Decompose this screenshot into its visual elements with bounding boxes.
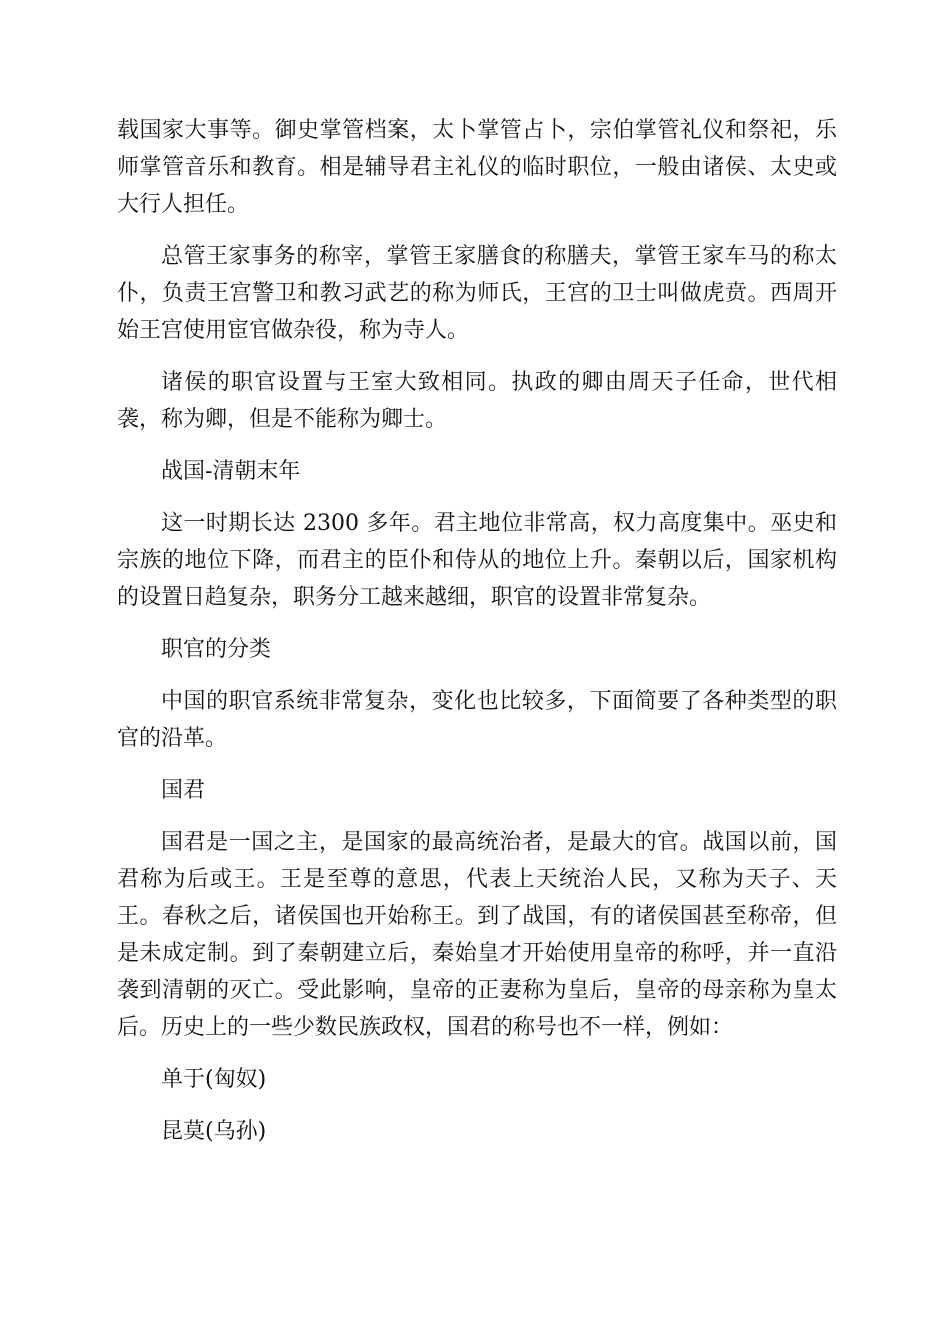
document-body (117, 112, 837, 1165)
list-item-kunmo: 昆莫(乌孙) (161, 1119, 267, 1144)
paragraph-official-system: 中国的职官系统非常复杂，变化也比较多，下面简要了各种类型的职官的沿革。 (117, 689, 837, 751)
section-heading-warring-states-to-qing: 战国-清朝末年 (161, 459, 301, 484)
section-heading-monarch: 国君 (161, 778, 206, 803)
paragraph-2300-years: 这一时期长达 2300 多年。君主地位非常高，权力高度集中。巫史和宗族的地位下降，而君主的臣仆和侍从的地位上升。秦朝以后，国家机构的设置日趋复杂，职务分工越来越细，职官的设置非常复杂。 (117, 511, 837, 610)
paragraph-palace-officials: 总管王家事务的称宰，掌管王家膳食的称膳夫，掌管王家车马的称太仆，负责王宫警卫和教习武艺的称为师氏，王宫的卫士叫做虎贲。西周开始王宫使用宦官做杂役，称为寺人。 (117, 244, 837, 343)
paragraph-continuation: 载国家大事等。御史掌管档案，太卜掌管占卜，宗伯掌管礼仪和祭祀，乐师掌管音乐和教育。相是辅导君主礼仪的临时职位，一般由诸侯、太史或大行人担任。 (117, 118, 837, 217)
list-item-chanyu: 单于(匈奴) (161, 1067, 267, 1092)
section-heading-official-categories: 职官的分类 (161, 637, 272, 662)
paragraph-monarch: 国君是一国之主，是国家的最高统治者，是最大的官。战国以前，国君称为后或王。王是至尊的意思，代表上天统治人民，又称为天子、天王。春秋之后，诸侯国也开始称王。到了战国，有的诸侯国甚至称帝，但是未成定制。到了秦朝建立后，秦始皇才开始使用皇帝的称呼，并一直沿袭到清朝的灭亡。受此影响，皇帝的正妻称为皇后，皇帝的母亲称为皇太后。历史上的一些少数民族政权，国君的称号也不一样，例如： (117, 830, 837, 1040)
paragraph-vassal-officials: 诸侯的职官设置与王室大致相同。执政的卿由周天子任命，世代相袭，称为卿，但是不能称为卿士。 (117, 370, 837, 432)
